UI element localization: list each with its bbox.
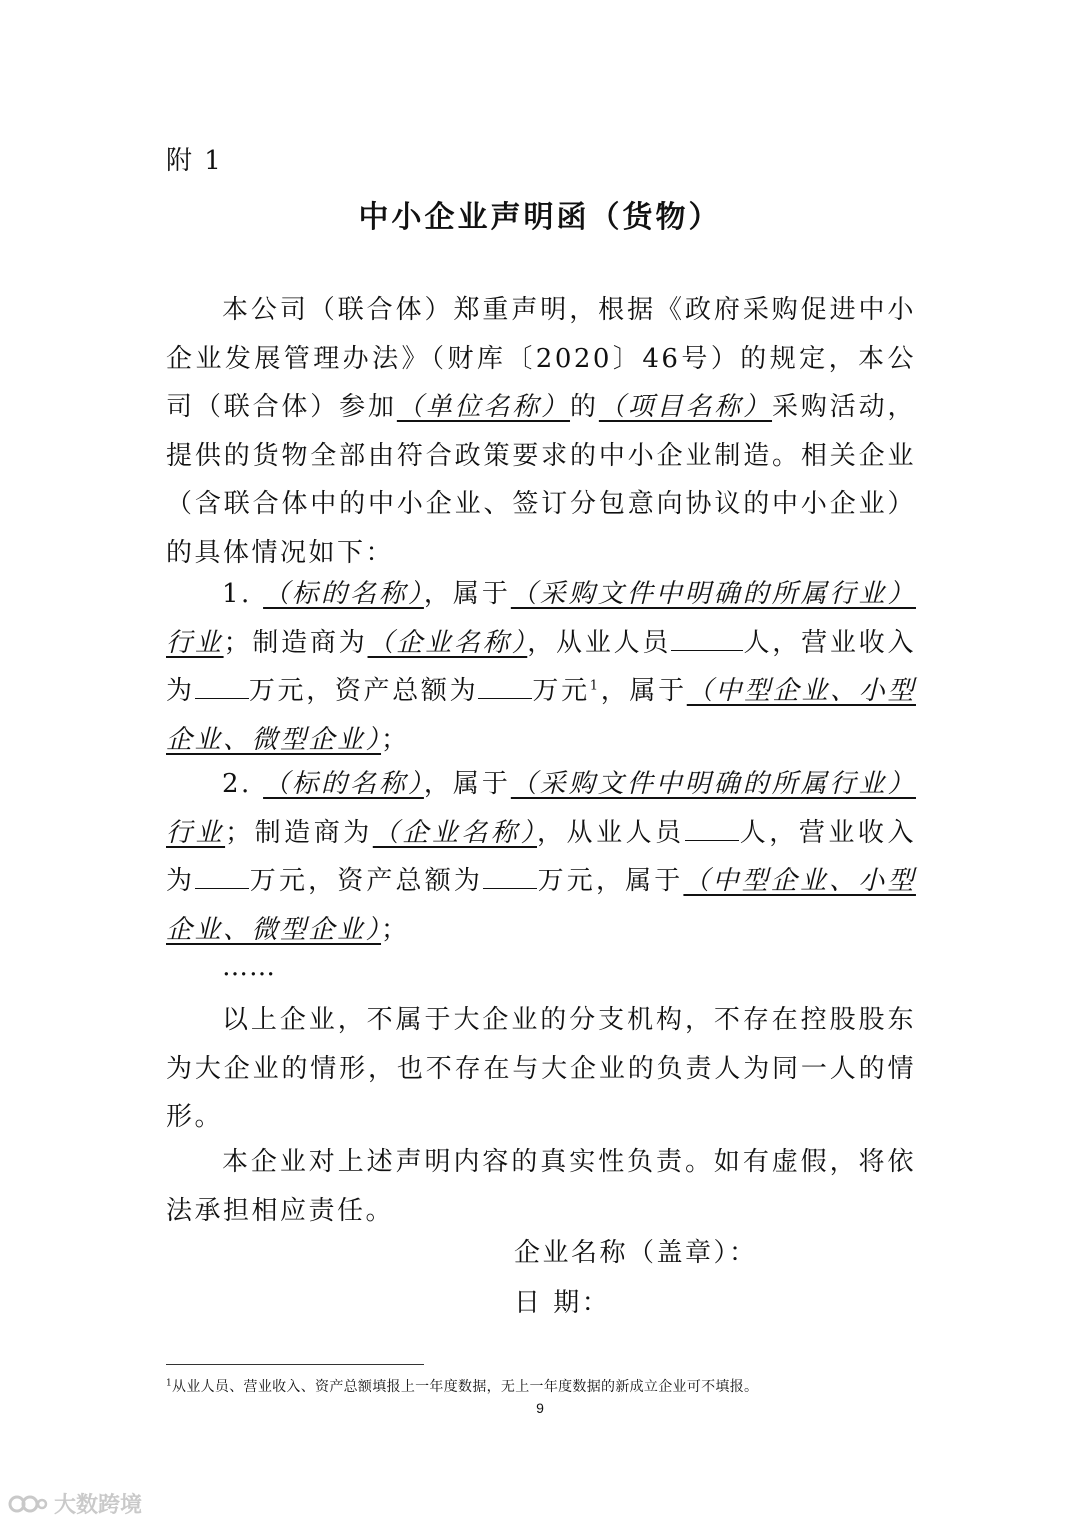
ellipsis: …… — [222, 952, 276, 982]
footnote-mark: 1 — [166, 1378, 173, 1389]
item-text: ，属于 — [423, 769, 511, 799]
page-number: 9 — [536, 1400, 544, 1416]
company-seal-label: 企业名称（盖章）： — [514, 1238, 758, 1268]
statement-not-large-enterprise: 以上企业，不属于大企业的分支机构，不存在控股股东为大企业的情形，也不存在与大企业的负责人为同一人的情形。 — [166, 1005, 916, 1132]
intro-paragraph — [166, 286, 916, 577]
item-number: 1. — [222, 579, 252, 609]
industry-placeholder: （采购文件中明确的所属行业）行业 — [166, 579, 916, 658]
item-text: ； — [381, 914, 410, 945]
item-text: 万元 — [537, 866, 596, 896]
item-text: ，从业人员 — [527, 627, 672, 658]
item-text: ；制造商为 — [223, 627, 368, 658]
item-text: ，属于 — [600, 676, 687, 706]
item-text: ；制造商为 — [225, 817, 373, 848]
intro-text-2: 的 — [570, 392, 599, 422]
unit-name-placeholder: （单位名称） — [396, 392, 571, 422]
enterprise-scale-placeholder: （中型企业、小型企业、微型企业） — [166, 676, 916, 755]
revenue-blank — [195, 676, 249, 699]
assets-blank — [478, 676, 532, 699]
project-name-placeholder: （项目名称） — [598, 392, 773, 422]
watermark-text: 大数跨境 — [54, 1492, 143, 1517]
industry-placeholder: （采购文件中明确的所属行业）行业 — [166, 769, 916, 848]
intro-text-1: 本公司（联合体）郑重声明，根据《政府采购促进中小企业发展管理办法》（财库〔2020〕46号）的规定，本公司（联合体）参加 — [166, 295, 916, 422]
item-text: 人，营业收入为 — [166, 627, 916, 706]
subject-name-placeholder: （标的名称） — [263, 769, 424, 799]
revenue-blank — [195, 866, 249, 889]
footnote-text: 从业人员、营业收入、资产总额填报上一年度数据，无上一年度数据的新成立企业可不填报。 — [172, 1379, 759, 1395]
item-text: 人，营业收入为 — [166, 817, 916, 896]
enterprise-item-2 — [166, 760, 916, 954]
attachment-label: 附 1 — [166, 146, 223, 176]
item-text: ，从业人员 — [537, 817, 685, 848]
staff-count-blank — [685, 818, 739, 841]
item-text: ，属于 — [595, 866, 684, 896]
page-title: 中小企业声明函（货物） — [358, 200, 722, 235]
item-text: 万元，资产总额为 — [249, 866, 483, 896]
item-text: ； — [381, 724, 410, 755]
date-label: 日 期： — [514, 1288, 611, 1318]
item-text: 万元，资产总额为 — [248, 676, 479, 706]
staff-count-blank — [671, 628, 743, 651]
company-name-placeholder: （企业名称） — [367, 627, 528, 658]
footnote — [166, 1378, 758, 1396]
footnote-reference: 1 — [589, 678, 601, 694]
assets-blank — [483, 866, 537, 889]
enterprise-scale-placeholder: （中型企业、小型企业、微型企业） — [166, 866, 916, 945]
item-number: 2. — [222, 769, 252, 799]
enterprise-item-1 — [166, 570, 916, 764]
subject-name-placeholder: （标的名称） — [263, 579, 424, 609]
statement-responsibility: 本企业对上述声明内容的真实性负责。如有虚假，将依法承担相应责任。 — [166, 1147, 916, 1226]
item-text: 万元 — [532, 676, 590, 706]
intro-text-3: 采购活动，提供的货物全部由符合政策要求的中小企业制造。相关企业（含联合体中的中小企业、签订分包意向协议的中小企业）的具体情况如下： — [166, 392, 916, 568]
company-name-placeholder: （企业名称） — [372, 817, 538, 848]
watermark-logo-icon — [8, 1491, 48, 1517]
item-text: ，属于 — [423, 579, 511, 609]
watermark — [8, 1488, 142, 1519]
footnote-divider — [166, 1364, 424, 1365]
